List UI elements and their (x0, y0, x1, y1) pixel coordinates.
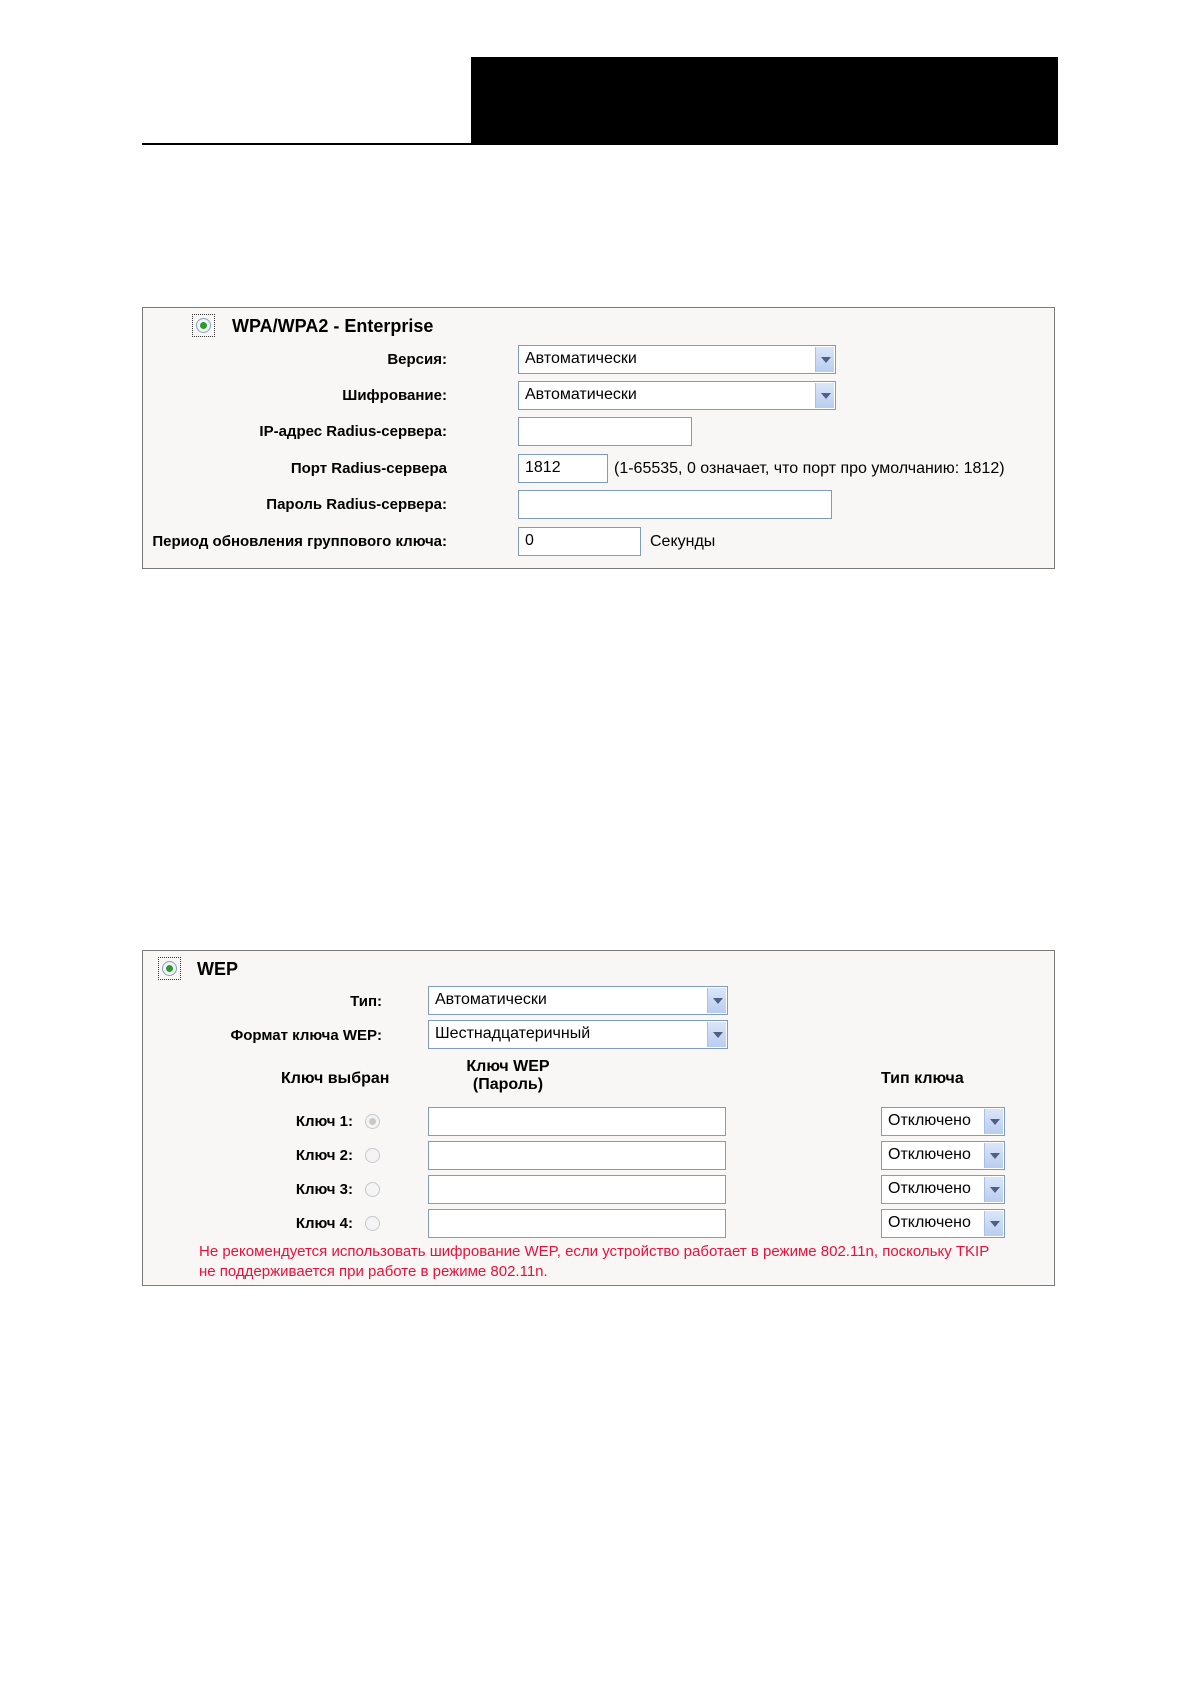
radius-password-label: Пароль Radius-сервера: (266, 496, 447, 513)
wep-radio[interactable] (162, 961, 177, 976)
key-4-input[interactable] (428, 1209, 726, 1238)
version-value: Автоматически (525, 350, 637, 367)
header-rule (142, 143, 1058, 145)
wep-type-select[interactable] (428, 986, 728, 1015)
key-3-label: Ключ 3: (295, 1181, 353, 1198)
key-1-input[interactable] (428, 1107, 726, 1136)
chevron-down-icon (984, 1211, 1003, 1236)
group-key-period-label: Период обновления группового ключа: (152, 533, 447, 550)
key-1-label: Ключ 1: (295, 1113, 353, 1130)
key-4-type-value: Отключено (888, 1214, 971, 1231)
key-3-input[interactable] (428, 1175, 726, 1204)
key-2-type-value: Отключено (888, 1146, 971, 1163)
wpa-enterprise-title: WPA/WPA2 - Enterprise (232, 316, 434, 336)
chevron-down-icon (984, 1177, 1003, 1202)
chevron-down-icon (707, 988, 726, 1013)
column-wep-key-line1: Ключ WEP (466, 1058, 550, 1075)
wep-title: WEP (197, 959, 239, 979)
wep-warning (199, 1242, 1049, 1282)
chevron-down-icon (815, 383, 834, 408)
key-1-type-value: Отключено (888, 1112, 971, 1129)
key-1-type-select[interactable] (881, 1107, 1005, 1136)
group-key-period-input[interactable]: 0 (518, 527, 641, 556)
encryption-select[interactable] (518, 381, 836, 410)
key-4-type-select[interactable] (881, 1209, 1005, 1238)
header-bar (471, 57, 1058, 143)
column-key-selected: Ключ выбран (281, 1070, 390, 1087)
key-4-label: Ключ 4: (295, 1215, 353, 1232)
key-3-type-value: Отключено (888, 1180, 971, 1197)
column-wep-key-line2: (Пароль) (472, 1076, 544, 1093)
wep-key-format-value: Шестнадцатеричный (435, 1025, 591, 1042)
key-3-radio[interactable] (365, 1182, 380, 1197)
radius-ip-label: IP-адрес Radius-сервера: (259, 423, 447, 440)
radius-port-label: Порт Radius-сервера (290, 460, 447, 477)
radius-ip-input[interactable] (518, 417, 692, 446)
wep-key-format-select[interactable] (428, 1020, 728, 1049)
wep-type-value: Автоматически (435, 991, 547, 1008)
key-1-radio[interactable] (365, 1114, 380, 1129)
chevron-down-icon (984, 1143, 1003, 1168)
wep-panel (142, 950, 1055, 1286)
key-3-type-select[interactable] (881, 1175, 1005, 1204)
wpa-enterprise-panel (142, 307, 1055, 569)
radius-port-hint: (1-65535, 0 означает, что порт про умолчанию: 1812) (614, 460, 1005, 477)
wep-key-format-label: Формат ключа WEP: (230, 1027, 382, 1044)
radius-port-input[interactable]: 1812 (518, 454, 608, 483)
column-wep-key (448, 1058, 568, 1094)
wep-type-label: Тип: (350, 993, 382, 1010)
radius-password-input[interactable] (518, 490, 832, 519)
column-key-type: Тип ключа (881, 1070, 964, 1087)
wep-warning-line2: не поддерживается при работе в режиме 802.11n. (199, 1263, 548, 1280)
key-2-radio[interactable] (365, 1148, 380, 1163)
chevron-down-icon (984, 1109, 1003, 1134)
key-2-type-select[interactable] (881, 1141, 1005, 1170)
wep-warning-line1: Не рекомендуется использовать шифрование WEP, если устройство работает в режиме 802.11n, поскольку TKIP (199, 1243, 990, 1260)
encryption-value: Автоматически (525, 386, 637, 403)
version-label: Версия: (387, 351, 447, 368)
group-key-period-unit: Секунды (650, 533, 716, 550)
key-4-radio[interactable] (365, 1216, 380, 1231)
version-select[interactable] (518, 345, 836, 374)
key-2-input[interactable] (428, 1141, 726, 1170)
key-2-label: Ключ 2: (295, 1147, 353, 1164)
wpa-enterprise-radio[interactable] (196, 318, 211, 333)
chevron-down-icon (707, 1022, 726, 1047)
encryption-label: Шифрование: (342, 387, 447, 404)
chevron-down-icon (815, 347, 834, 372)
